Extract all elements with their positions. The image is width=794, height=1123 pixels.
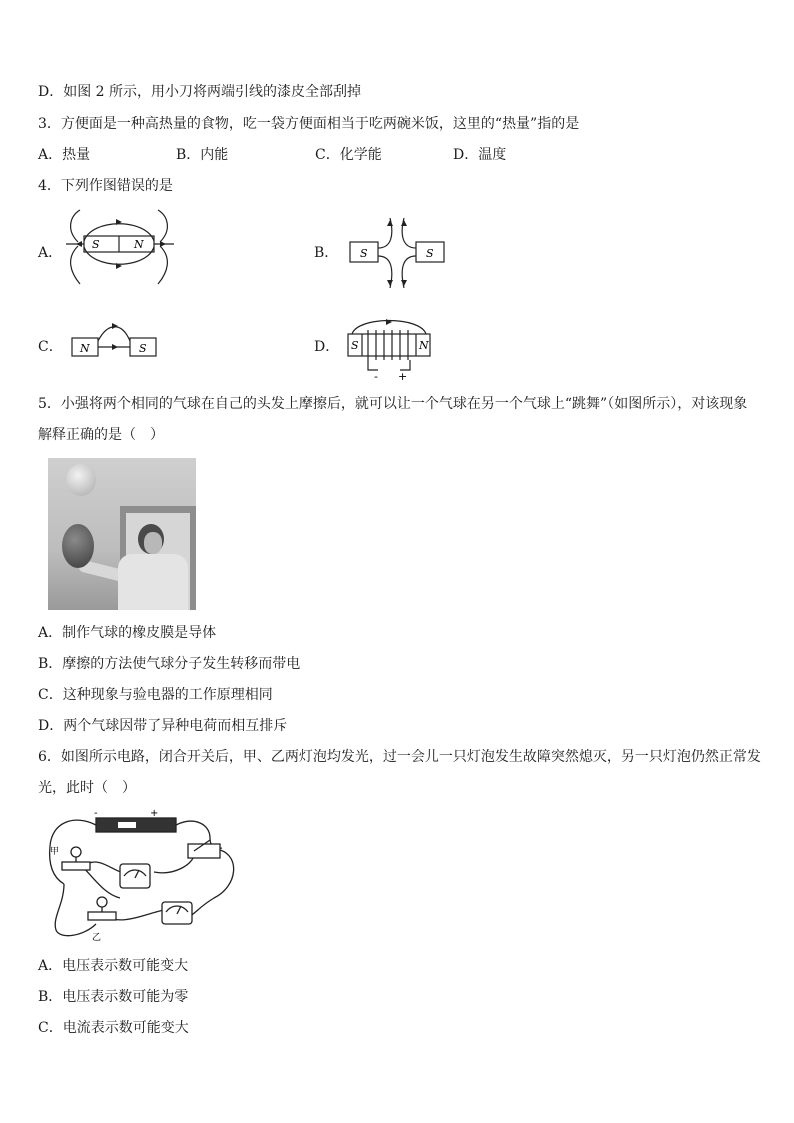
q4a-s: S: [92, 238, 100, 251]
q6-stem-line2: 光，此时（ ）: [38, 780, 136, 796]
q4b-s2: S: [426, 247, 434, 260]
q3-option-d: D．温度: [453, 147, 507, 163]
q3-stem: 3．方便面是一种高热量的食物，吃一袋方便面相当于吃两碗米饭，这里的“热量”指的是: [38, 116, 580, 132]
q4-label-d: D．: [314, 339, 340, 355]
lamp-yi: 乙: [92, 933, 102, 943]
q4-figure-a: [62, 208, 182, 288]
q4b-s1: S: [360, 247, 368, 260]
q4d-s: S: [351, 339, 359, 352]
q4d-plus: +: [398, 370, 408, 382]
q5-option-d: D．两个气球因带了异种电荷而相互排斥: [38, 718, 288, 734]
q5-option-a: A．制作气球的橡皮膜是导体: [38, 625, 217, 641]
circuit-diagram: [44, 806, 240, 944]
q4-figure-c: [68, 318, 168, 366]
q6-stem-line1: 6．如图所示电路，闭合开关后，甲、乙两灯泡均发光，过一会儿一只灯泡发生故障突然熄灭，另一只灯泡仍然正常发: [38, 749, 761, 765]
q4-label-b: B．: [314, 245, 339, 261]
q4-label-a: A．: [38, 245, 63, 261]
q4d-minus: -: [374, 370, 378, 382]
balloon-photo: [48, 458, 196, 610]
circuit-plus: +: [150, 808, 159, 819]
q4-figure-d: [344, 318, 434, 382]
q4-figure-b: [344, 216, 450, 292]
q4a-n: N: [134, 238, 144, 251]
circuit-minus: -: [94, 808, 98, 819]
q4-label-c: C．: [38, 339, 63, 355]
q4c-s: S: [139, 342, 147, 355]
q5-option-c: C．这种现象与验电器的工作原理相同: [38, 687, 273, 703]
q2-option-d: D．如图 2 所示，用小刀将两端引线的漆皮全部刮掉: [38, 84, 362, 100]
q6-option-b: B．电压表示数可能为零: [38, 989, 189, 1005]
q3-option-c: C．化学能: [315, 147, 382, 163]
q6-option-a: A．电压表示数可能变大: [38, 958, 189, 974]
q5-option-b: B．摩擦的方法使气球分子发生转移而带电: [38, 656, 301, 672]
q4d-n: N: [419, 339, 429, 352]
q5-stem-line2: 解释正确的是（ ）: [38, 427, 164, 443]
q5-stem-line1: 5．小强将两个相同的气球在自己的头发上摩擦后，就可以让一个气球在另一个气球上“跳舞”（如图所示），对该现象: [38, 396, 748, 412]
q4-stem: 4．下列作图错误的是: [38, 178, 173, 194]
q6-option-c: C．电流表示数可能变大: [38, 1020, 189, 1036]
q3-option-a: A．热量: [38, 147, 91, 163]
lamp-jia: 甲: [50, 847, 60, 857]
q4c-n: N: [80, 342, 90, 355]
q3-option-b: B．内能: [176, 147, 229, 163]
